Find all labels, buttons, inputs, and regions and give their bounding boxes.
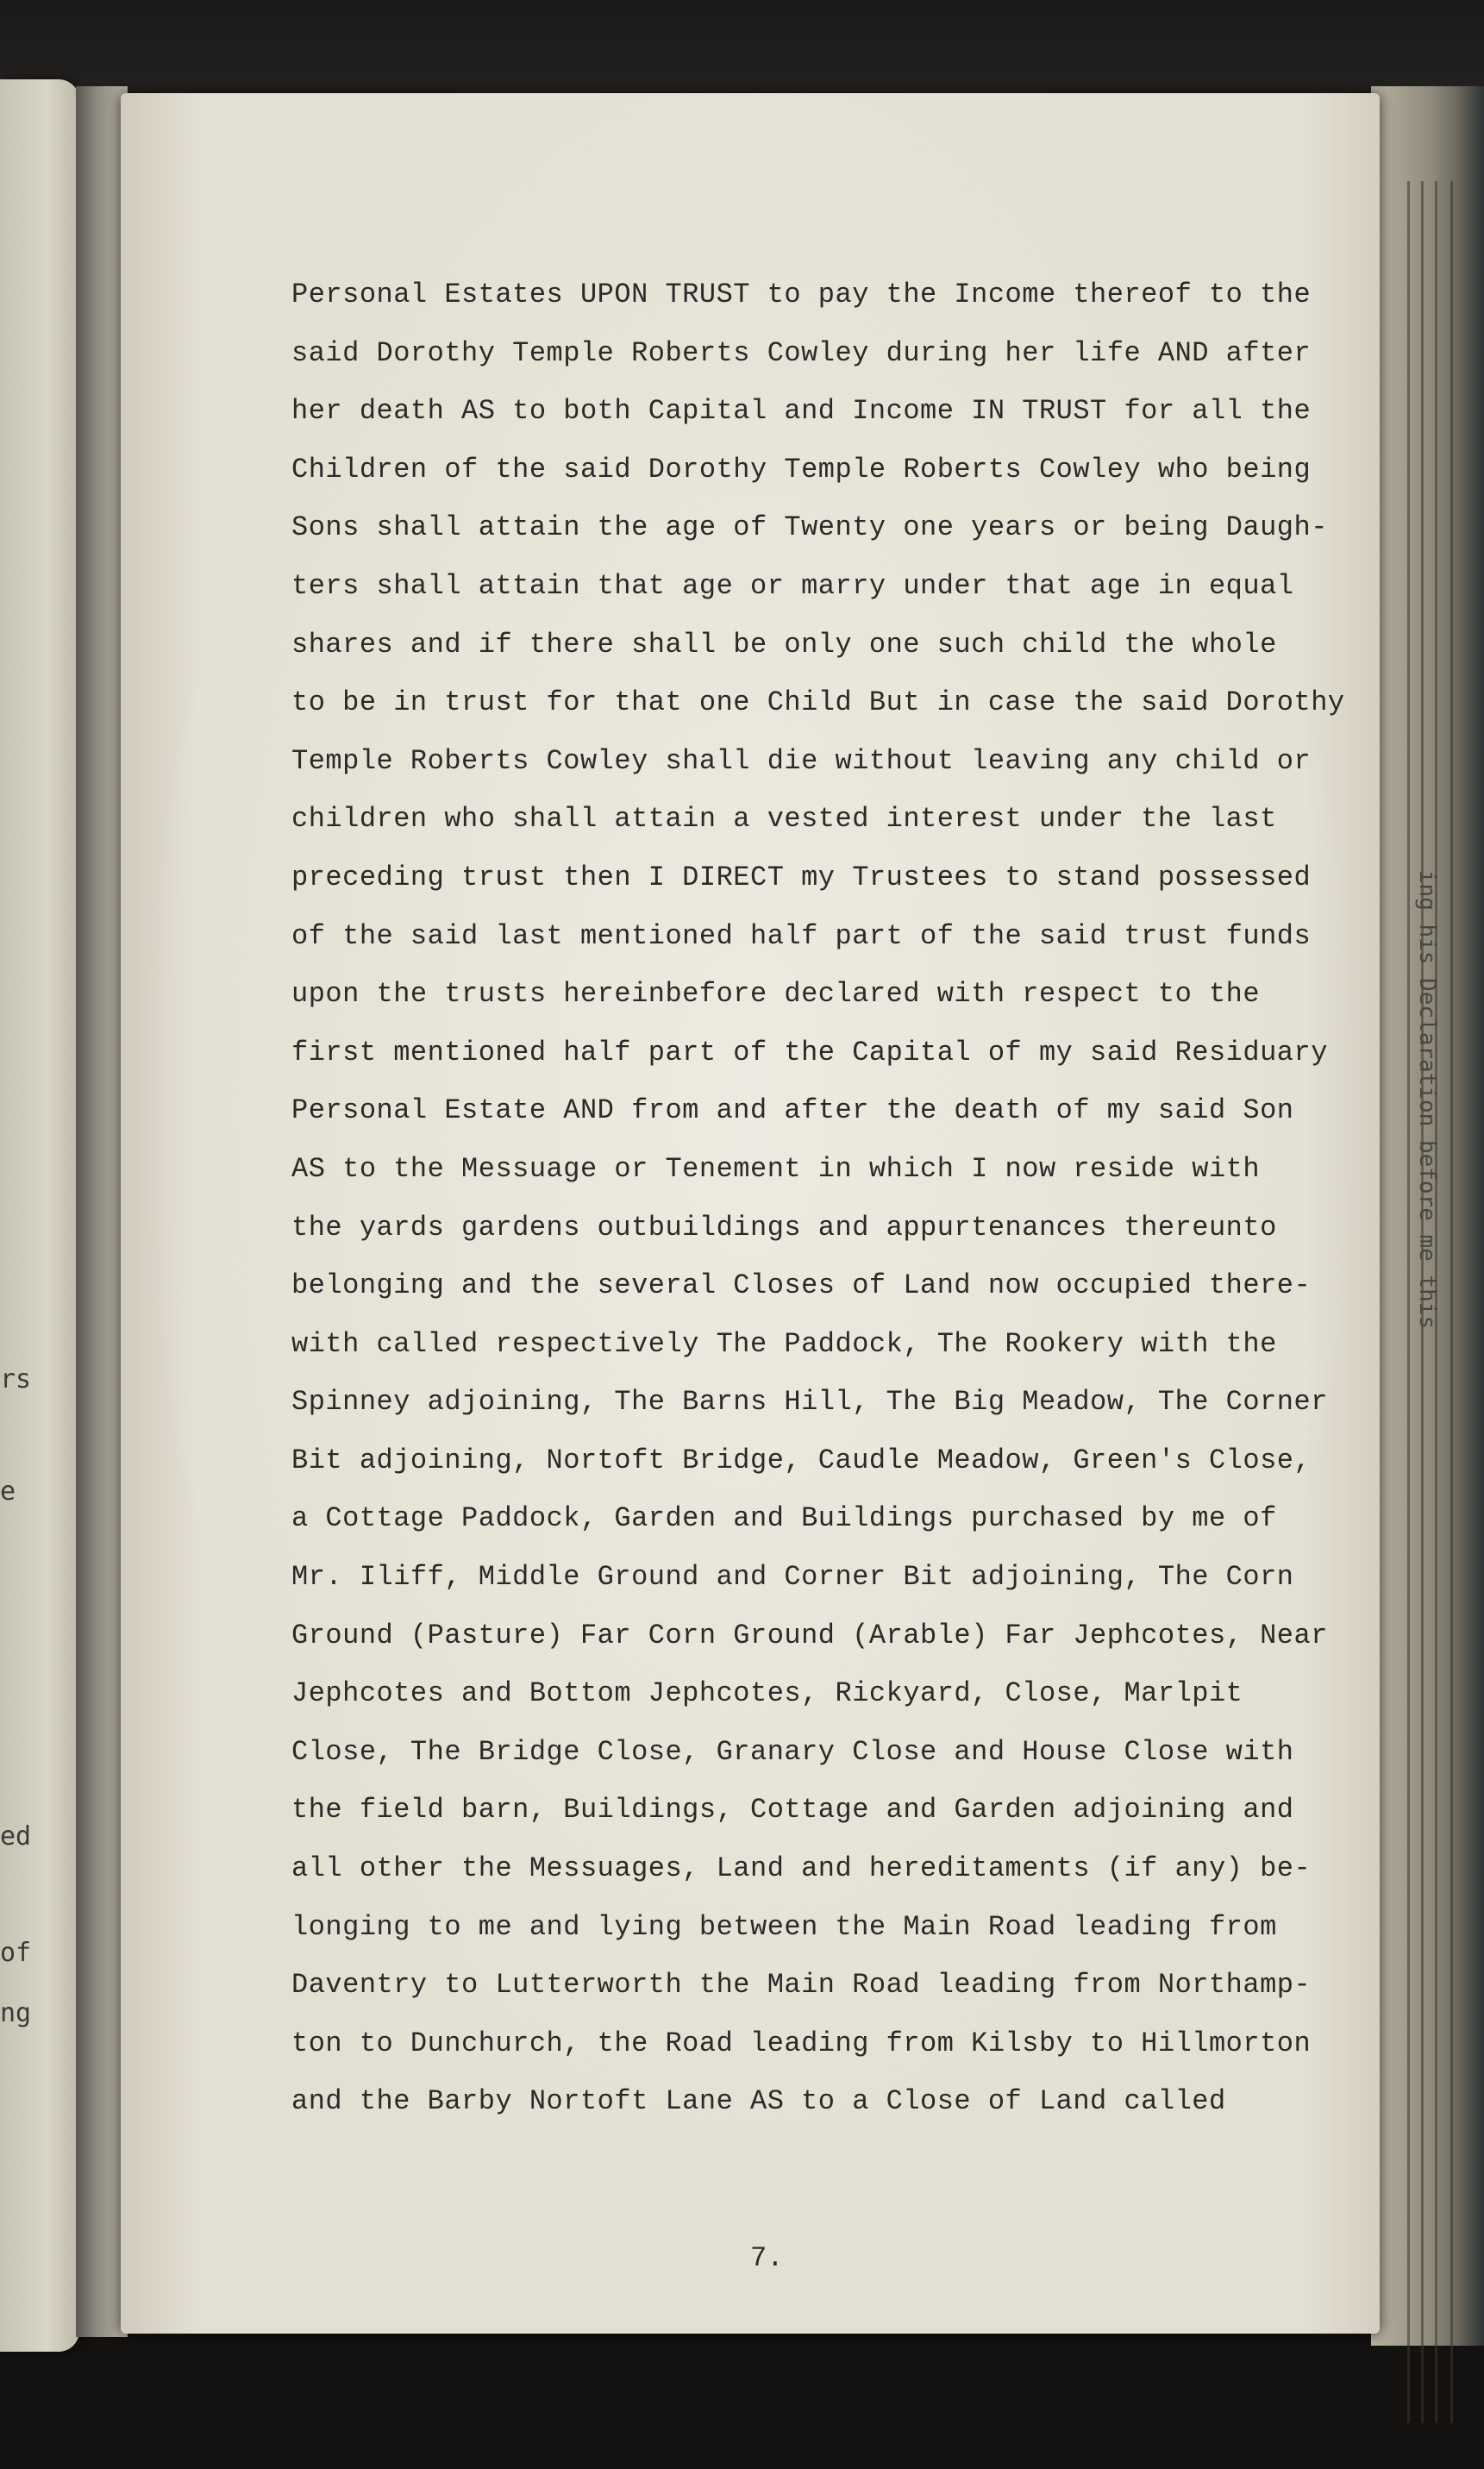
- edge-text: ing his Declaration before me this: [1414, 869, 1440, 1330]
- text-line: the yards gardens outbuildings and appurtenances thereunto: [291, 1211, 1277, 1244]
- underlying-page-edge-text: [1401, 802, 1440, 1406]
- left-page-fragment: rs: [0, 1364, 32, 1394]
- text-line: Bit adjoining, Nortoft Bridge, Caudle Meadow, Green's Close,: [291, 1444, 1312, 1476]
- text-line: preceding trust then I DIRECT my Trustees to stand possessed: [291, 861, 1312, 893]
- text-line: longing to me and lying between the Main Road leading from: [291, 1910, 1277, 1943]
- page-number: 7.: [750, 2242, 784, 2274]
- left-page-fragment: of: [0, 1938, 32, 1968]
- text-line: Spinney adjoining, The Barns Hill, The Big Meadow, The Corner: [291, 1386, 1328, 1419]
- text-line: AS to the Messuage or Tenement in which I now reside with: [291, 1152, 1261, 1185]
- text-line: Close, The Bridge Close, Granary Close and House Close with: [291, 1735, 1294, 1768]
- binding-gutter: [76, 86, 128, 2337]
- text-line: shares and if there shall be only one such child the whole: [291, 628, 1277, 661]
- text-line: and the Barby Nortoft Lane AS to a Close of Land called: [291, 2085, 1226, 2118]
- left-page-fragment: ng: [0, 1998, 32, 2028]
- text-line: first mentioned half part of the Capital of my said Residuary: [291, 1036, 1328, 1068]
- text-line: children who shall attain a vested interest under the last: [291, 803, 1277, 836]
- left-page-fragment: ed: [0, 1821, 32, 1852]
- text-line: said Dorothy Temple Roberts Cowley during her life AND after: [291, 336, 1312, 369]
- binding-shadow-top: [0, 0, 1484, 95]
- text-line: Children of the said Dorothy Temple Roberts Cowley who being: [291, 453, 1312, 486]
- text-line: Jephcotes and Bottom Jephcotes, Rickyard, Close, Marlpit: [291, 1677, 1243, 1710]
- text-line: Temple Roberts Cowley shall die without leaving any child or: [291, 744, 1312, 777]
- binding-shadow-bottom: [0, 2328, 1484, 2469]
- text-line: belonging and the several Closes of Land now occupied there-: [291, 1269, 1312, 1302]
- text-line: the field barn, Buildings, Cottage and Garden adjoining and: [291, 1794, 1294, 1827]
- text-line: Personal Estates UPON TRUST to pay the Income thereof to the: [291, 279, 1312, 310]
- text-line: Daventry to Lutterworth the Main Road leading from Northamp-: [291, 1969, 1312, 2002]
- text-line: of the said last mentioned half part of the said trust funds: [291, 919, 1312, 952]
- previous-page-edge: [0, 79, 79, 2352]
- left-page-fragment: e: [0, 1476, 16, 1507]
- text-line: to be in trust for that one Child But in case the said Dorothy: [291, 686, 1345, 719]
- text-line: Personal Estate AND from and after the death of my said Son: [291, 1094, 1294, 1127]
- text-line: ton to Dunchurch, the Road leading from Kilsby to Hillmorton: [291, 2027, 1312, 2059]
- text-line: all other the Messuages, Land and hereditaments (if any) be-: [291, 1852, 1312, 1885]
- typed-text-block: [291, 266, 1378, 2131]
- text-line: ters shall attain that age or marry under that age in equal: [291, 569, 1294, 602]
- text-line: her death AS to both Capital and Income IN TRUST for all the: [291, 395, 1312, 428]
- page-edge-line: [1450, 181, 1453, 2423]
- text-line: with called respectively The Paddock, The Rookery with the: [291, 1327, 1277, 1360]
- text-line: Sons shall attain the age of Twenty one years or being Daugh-: [291, 511, 1328, 544]
- text-line: Mr. Iliff, Middle Ground and Corner Bit adjoining, The Corn: [291, 1561, 1294, 1594]
- text-line: upon the trusts hereinbefore declared with respect to the: [291, 978, 1261, 1011]
- text-line: a Cottage Paddock, Garden and Buildings purchased by me of: [291, 1502, 1277, 1535]
- text-line: Ground (Pasture) Far Corn Ground (Arable) Far Jephcotes, Near: [291, 1619, 1328, 1651]
